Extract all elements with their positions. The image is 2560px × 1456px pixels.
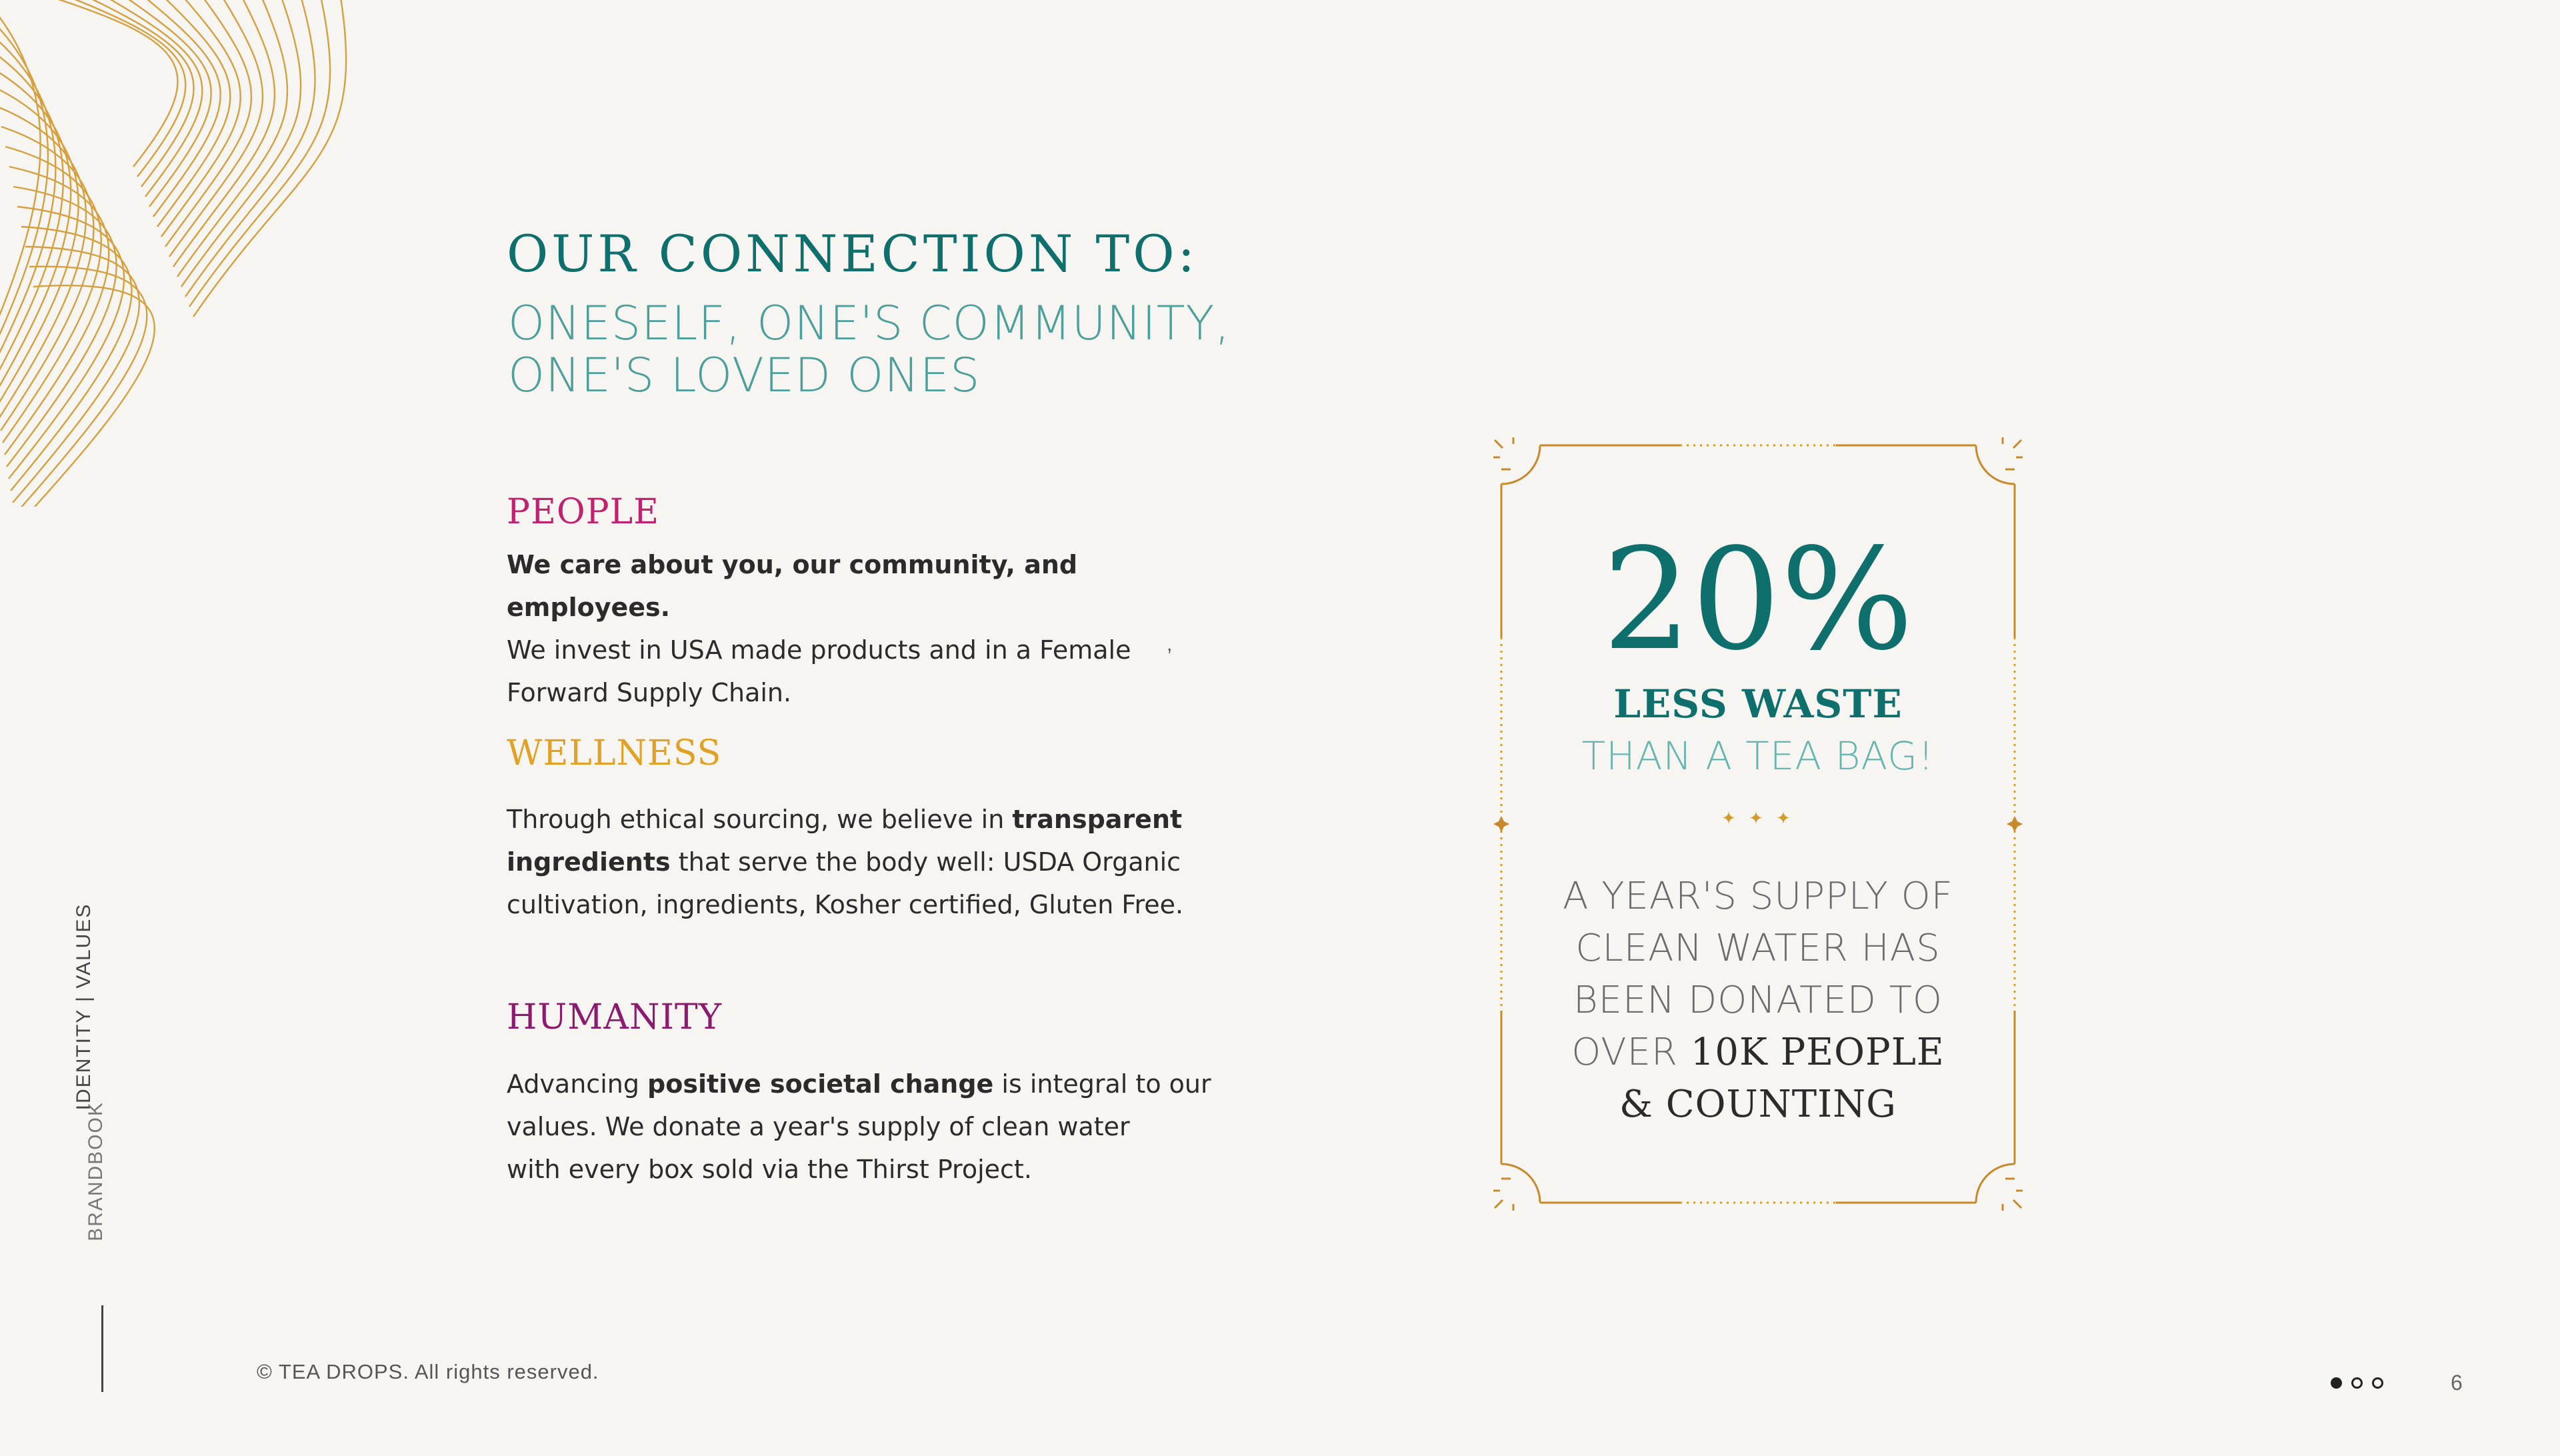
wellness-bold: transparent (1012, 805, 1183, 834)
decorative-waves (0, 0, 560, 507)
humanity-heading: HUMANITY (507, 997, 723, 1037)
wellness-text-run: Through ethical sourcing, we believe in (507, 805, 1013, 834)
donation-line: BEEN DONATED TO (1573, 979, 1943, 1022)
pager-dot[interactable] (2331, 1377, 2342, 1389)
donation-text (1497, 871, 2019, 1131)
wellness-heading: WELLNESS (507, 733, 722, 773)
stat-sublabel: THAN A TEA BAG! (1581, 733, 1935, 779)
wave-line (1, 0, 241, 431)
copyright: © TEA DROPS. All rights reserved. (257, 1360, 599, 1383)
wellness-text-run: that serve the body well: USDA Organic (670, 847, 1181, 877)
people-text (507, 543, 1240, 714)
wellness-text (507, 798, 1240, 926)
subtitle-line: ONE'S LOVED ONES (508, 348, 981, 403)
sidebar-brandbook-label: BRANDBOOK (85, 1101, 107, 1241)
wellness-bold: ingredients (507, 847, 671, 877)
stat-value: 20% (1602, 518, 1914, 681)
people-line: Forward Supply Chain. (507, 678, 792, 707)
sparkle-divider: ✦ ✦ ✦ (1721, 808, 1795, 828)
donation-line: A YEAR'S SUPPLY OF (1563, 875, 1953, 918)
wave-line (11, 0, 301, 491)
page-number: 6 (2451, 1371, 2463, 1395)
wave-line (13, 0, 315, 503)
pager-dot[interactable] (2351, 1377, 2363, 1389)
humanity-line: with every box sold via the Thirst Project. (507, 1155, 1032, 1184)
stray-comma: , (1167, 633, 1173, 655)
people-line: We invest in USA made products and in a Female (507, 635, 1131, 665)
humanity-text (507, 1063, 1240, 1191)
donation-line: OVER (1571, 1031, 1691, 1074)
donation-line: CLEAN WATER HAS (1575, 927, 1941, 970)
wellness-line: cultivation, ingredients, Kosher certified, Gluten Free. (507, 890, 1184, 919)
stat-card (1497, 440, 2019, 1213)
page-title: OUR CONNECTION TO: (507, 224, 1199, 283)
donation-bold: 10K PEOPLE (1690, 1031, 1945, 1074)
page-subtitle (508, 297, 1231, 401)
sidebar-divider (101, 1305, 103, 1392)
people-heading: PEOPLE (507, 492, 660, 532)
subtitle-line: ONESELF, ONE'S COMMUNITY, (508, 296, 1231, 351)
humanity-text-run: is integral to our (993, 1069, 1211, 1099)
people-bold-line: We care about you, our community, and employees. (507, 550, 1078, 622)
humanity-text-run: Advancing (507, 1069, 648, 1099)
stat-label: LESS WASTE (1613, 681, 1903, 727)
wave-line (17, 0, 346, 507)
humanity-line: values. We donate a year's supply of clean water (507, 1112, 1130, 1141)
sidebar-section-label: IDENTITY | VALUES (73, 903, 95, 1111)
donation-bold: & COUNTING (1619, 1083, 1897, 1126)
wave-line (0, 0, 221, 407)
page-indicator (2331, 1377, 2383, 1389)
humanity-bold: positive societal change (647, 1069, 994, 1099)
pager-dot[interactable] (2372, 1377, 2383, 1389)
